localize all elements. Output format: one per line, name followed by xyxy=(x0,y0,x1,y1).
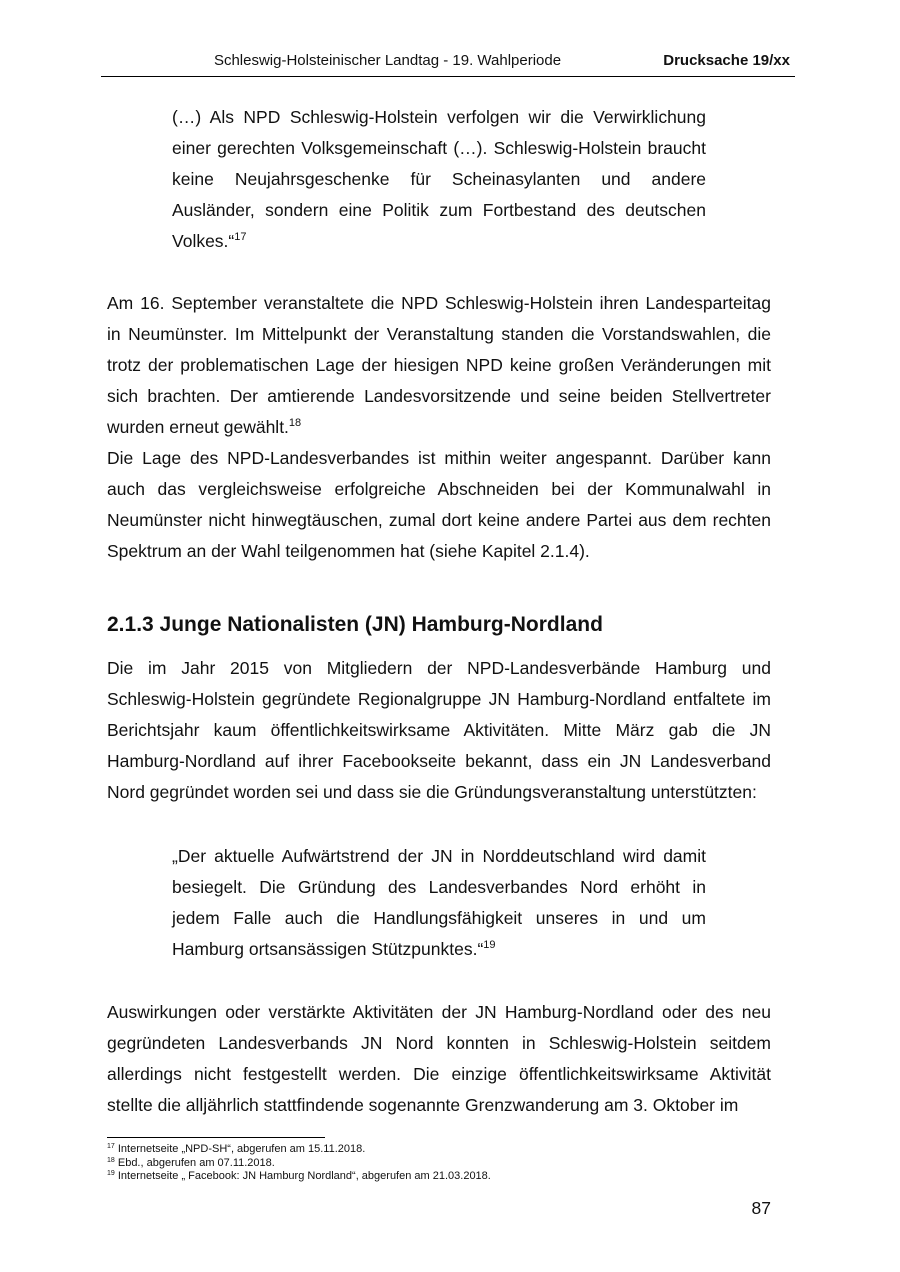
paragraph-auswirkungen-text: Auswirkungen oder verstärkte Aktivitäten der JN Hamburg-Nordland oder des neu gegründeten Landesverbands JN Nord konnten in Schleswig-Holstein seitdem allerdings nicht festgestellt werden. Die einzige öffentlichkeitswirksame Aktivität stellte die alljährlich stattfindende sogenannte Grenzwanderung am 3. Oktober im xyxy=(107,1002,771,1115)
page-number: 87 xyxy=(751,1198,771,1218)
paragraph-auswirkungen xyxy=(107,997,771,1121)
footnote-ref-18[interactable]: 18 xyxy=(288,417,302,429)
footnote-num-18: 18 xyxy=(107,1156,115,1164)
paragraph-jn-hamburg xyxy=(107,653,771,808)
footnote-18 xyxy=(107,1157,491,1171)
footnote-19 xyxy=(107,1170,491,1184)
footnote-text-17: Internetseite „NPD-SH“, abgerufen am 15.11.2018. xyxy=(117,1143,366,1155)
header-title: Schleswig-Holsteinischer Landtag - 19. Wahlperiode xyxy=(213,52,562,69)
footnote-17 xyxy=(107,1143,491,1157)
footnote-num-19: 19 xyxy=(107,1170,115,1177)
footnote-ref-17[interactable]: 17 xyxy=(234,231,247,243)
page-header xyxy=(101,50,795,77)
quote-jn-nord-text: „Der aktuelle Aufwärtstrend der JN in Norddeutschland wird damit besiegelt. Die Gründung des Landesverbandes Nord erhöht in jedem Falle auch die Handlungsfähigkeit unseres in und um Hamburg ortsansässigen Stützpunktes.“ xyxy=(172,846,706,959)
paragraph-landesparteitag xyxy=(107,288,771,443)
paragraph-landesparteitag-text: Am 16. September veranstaltete die NPD Schleswig-Holstein ihren Landesparteitag in Neumünster. Im Mittelpunkt der Veranstaltung standen die Vorstandswahlen, die trotz der problematischen Lage der hiesigen NPD keine großen Veränderungen mit sich brachten. Der amtierende Landesvorsitzende und seine beiden Stellvertreter wurden erneut gewählt. xyxy=(107,293,771,437)
header-doc-number: Drucksache 19/xx xyxy=(663,52,790,69)
paragraph-jn-hamburg-text: Die im Jahr 2015 von Mitgliedern der NPD-Landesverbände Hamburg und Schleswig-Holstein gegründete Regionalgruppe JN Hamburg-Nordland entfaltete im Berichtsjahr kaum öffentlichkeitswirksame Aktivitäten. Mitte März gab die JN Hamburg-Nordland auf ihrer Facebookseite bekannt, dass ein JN Landesverband Nord gegründet worden sei und dass sie die Gründungsveranstaltung unterstützten: xyxy=(107,658,771,802)
footnote-text-19: Internetseite „ Facebook: JN Hamburg Nordland“, abgerufen am 21.03.2018. xyxy=(117,1170,491,1182)
body-paragraphs-1 xyxy=(107,288,771,567)
quote-npd-sh-text: (…) Als NPD Schleswig-Holstein verfolgen wir die Verwirklichung einer gerechten Volksgemeinschaft (…). Schleswig-Holstein braucht keine Neujahrsgeschenke für Scheinasylanten und andere Ausländer, sondern eine Politik zum Fortbestand des deutschen Volkes.“ xyxy=(172,107,706,251)
footnotes xyxy=(107,1143,491,1184)
paragraph-lage: Die Lage des NPD-Landesverbandes ist mithin weiter angespannt. Darüber kann auch das vergleichsweise erfolgreiche Abschneiden bei der Kommunalwahl in Neumünster nicht hinwegtäuschen, zumal dort keine andere Partei aus dem rechten Spektrum an der Wahl teilgenommen hat (siehe Kapitel 2.1.4). xyxy=(107,448,771,561)
quote-jn-nord xyxy=(172,841,706,965)
footnote-text-18: Ebd., abgerufen am 07.11.2018. xyxy=(117,1156,275,1169)
quote-npd-sh xyxy=(172,102,706,257)
section-heading: 2.1.3 Junge Nationalisten (JN) Hamburg-Nordland xyxy=(107,613,603,636)
footnote-num-17: 17 xyxy=(107,1143,115,1150)
footnote-ref-19[interactable]: 19 xyxy=(483,939,496,951)
footnote-divider xyxy=(107,1137,325,1138)
